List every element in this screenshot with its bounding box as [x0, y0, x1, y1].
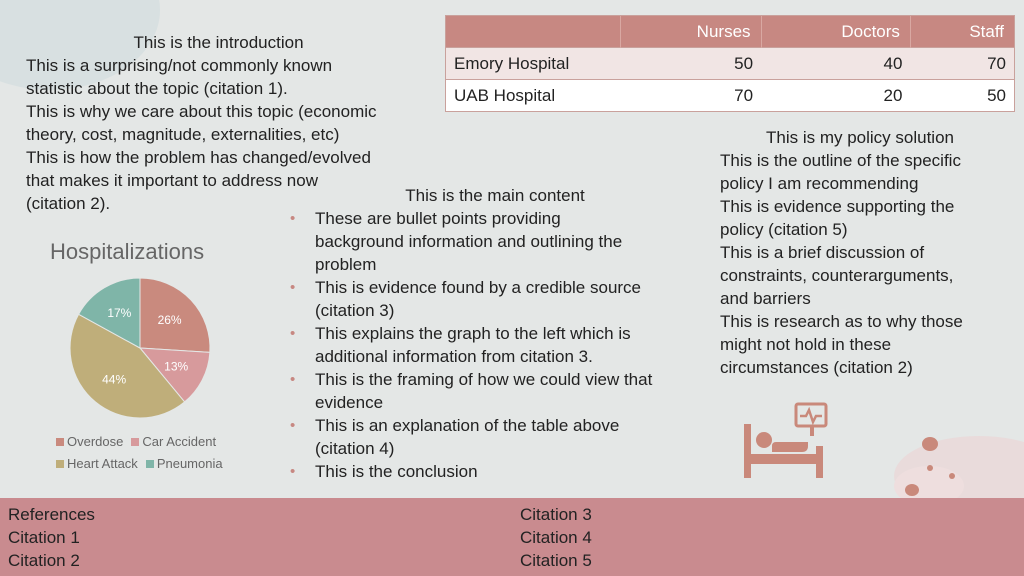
legend-swatch: [56, 438, 64, 446]
bullet-line: problem: [315, 255, 377, 274]
table-header-row: [446, 16, 1014, 48]
bullet-line: additional information from citation 3.: [315, 347, 593, 366]
legend-item-overdose: [56, 431, 123, 453]
references-heading: References: [8, 505, 95, 524]
table-cell: 70: [910, 48, 1014, 80]
intro-line: statistic about the topic (citation 1).: [26, 79, 288, 98]
references-column-1: [8, 503, 95, 572]
intro-line: This is why we care about this topic (economic: [26, 102, 377, 121]
policy-line: policy (citation 5): [720, 220, 848, 239]
list-item: [290, 207, 710, 276]
policy-line: might not hold in these: [720, 335, 892, 354]
pie-label-heart-attack: 44%: [102, 372, 127, 387]
table-header-cell: [446, 16, 621, 48]
bullet-line: • This is the framing of how we could view that: [315, 370, 653, 389]
chart-legend: [56, 431, 231, 475]
policy-line: This is a brief discussion of: [720, 243, 925, 262]
pie-label-pneumonia: 17%: [107, 306, 132, 321]
table-row: [446, 48, 1014, 80]
citation-item: Citation 1: [8, 528, 80, 547]
legend-swatch: [56, 460, 64, 468]
table-header-nurses: Nurses: [621, 16, 762, 48]
policy-line: and barriers: [720, 289, 811, 308]
bullet-line: evidence: [315, 393, 384, 412]
list-item: [290, 322, 710, 368]
citation-item: Citation 4: [520, 528, 592, 547]
table-header-doctors: Doctors: [761, 16, 910, 48]
intro-title: This is the introduction: [133, 33, 304, 52]
policy-line: circumstances (citation 2): [720, 358, 913, 377]
intro-line: (citation 2).: [26, 194, 111, 213]
intro-line: This is how the problem has changed/evolved: [26, 148, 371, 167]
policy-line: This is evidence supporting the: [720, 197, 955, 216]
table-row: [446, 80, 1014, 112]
policy-line: This is the outline of the specific: [720, 151, 961, 170]
bullet-line: • This explains the graph to the left which is: [315, 324, 631, 343]
citation-item: Citation 5: [520, 551, 592, 570]
table-cell: 50: [621, 48, 762, 80]
pie-label-car-accident: 13%: [164, 359, 189, 374]
staffing-table: [446, 16, 1014, 111]
legend-label: Pneumonia: [156, 456, 223, 471]
pie-label-overdose: 26%: [157, 313, 182, 328]
table-cell: Emory Hospital: [446, 48, 621, 80]
policy-line: This is research as to why those: [720, 312, 963, 331]
bullet-line: • This is the conclusion: [315, 462, 478, 481]
table-cell: UAB Hospital: [446, 80, 621, 112]
main-title: This is the main content: [405, 186, 585, 205]
decor-dots: [900, 430, 960, 500]
intro-line: that makes it important to address now: [26, 171, 318, 190]
policy-title: This is my policy solution: [765, 128, 954, 147]
table-cell: 50: [910, 80, 1014, 112]
policy-line: policy I am recommending: [720, 174, 919, 193]
legend-item-heart-attack: [56, 453, 138, 475]
citation-item: Citation 3: [520, 505, 592, 524]
legend-label: Heart Attack: [67, 456, 138, 471]
bullet-line: (citation 4): [315, 439, 395, 458]
hospital-bed-icon: [740, 402, 832, 482]
table-cell: 40: [761, 48, 910, 80]
table-header-staff: Staff: [910, 16, 1014, 48]
legend-item-pneumonia: [146, 453, 223, 475]
list-item: [290, 460, 710, 483]
table-cell: 70: [621, 80, 762, 112]
bullet-line: • This is evidence found by a credible source: [315, 278, 642, 297]
references-column-2: [520, 503, 592, 572]
bullet-line: • These are bullet points providing: [315, 209, 561, 228]
legend-label: Overdose: [67, 434, 124, 449]
list-item: [290, 276, 710, 322]
chart-title: Hospitalizations: [50, 239, 205, 264]
intro-line: theory, cost, magnitude, externalities, etc): [26, 125, 340, 144]
table-cell: 20: [761, 80, 910, 112]
bullet-line: • This is an explanation of the table above: [315, 416, 620, 435]
citation-item: Citation 2: [8, 551, 80, 570]
policy-line: constraints, counterarguments,: [720, 266, 954, 285]
legend-swatch: [131, 438, 139, 446]
policy-section: [720, 126, 1010, 379]
main-content-section: [290, 184, 710, 483]
bullet-line: background information and outlining the: [315, 232, 623, 251]
pie-chart: [60, 268, 220, 428]
bullet-line: (citation 3): [315, 301, 395, 320]
references-footer: [0, 498, 1024, 576]
intro-line: This is a surprising/not commonly known: [26, 56, 333, 75]
list-item: [290, 414, 710, 460]
legend-swatch: [146, 460, 154, 468]
bullet-list: [290, 207, 710, 483]
list-item: [290, 368, 710, 414]
legend-item-car-accident: [131, 431, 216, 453]
legend-label: Car Accident: [142, 434, 217, 449]
